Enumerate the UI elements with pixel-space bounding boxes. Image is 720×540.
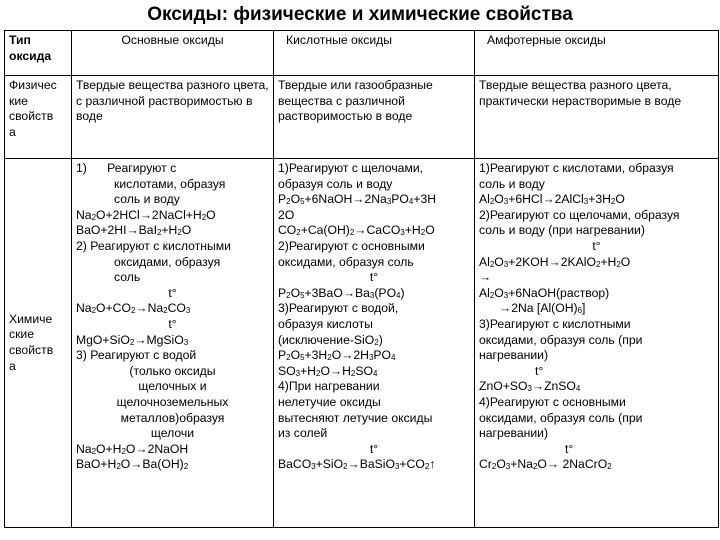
temperature-condition: t°	[168, 316, 177, 331]
chemical-basic-cell	[72, 159, 274, 528]
reaction-line: 2) Реагируют с кислотными	[76, 238, 231, 253]
reaction-line: 2)Реагируют с основными	[278, 238, 425, 253]
equation-line: $ZnO+SO_3\to ZnSO_4$	[479, 379, 581, 394]
equation-line: $BaO+2HI\to BaI_2+H_2O$	[76, 223, 192, 238]
reaction-line: 2)Реагируют со щелочами, образуя	[479, 207, 680, 222]
physical-properties-row	[5, 76, 719, 159]
equation-line: $Na_2O+H_2O\to 2NaOH$	[76, 441, 189, 456]
reaction-line: оксидами, образуя	[114, 254, 221, 269]
chemical-label-line: Химиче	[9, 311, 53, 326]
reaction-line: 4)При нагревании	[278, 379, 380, 394]
type-label-line-1: Тип	[9, 33, 31, 47]
equation-line: →2Na $[Al(OH)_6]$	[499, 301, 586, 316]
physical-label-line: свойств	[9, 109, 54, 124]
equation-line: $Na_2O+2HCl\to 2NaCl+H_2O$	[76, 207, 216, 222]
reaction-line: оксидами, образуя соль (при	[479, 332, 643, 347]
amphoteric-header-cell	[475, 31, 719, 76]
physical-acidic-cell: Твердые или газообразные вещества с различной растворимостью в воде	[274, 76, 475, 159]
equation-line: $SO_3+H_2O\to H_2SO_4$	[278, 363, 378, 378]
temperature-condition: t°	[369, 441, 379, 456]
physical-label-line: Физичес	[9, 78, 57, 92]
reaction-line: металлов)образуя	[120, 410, 225, 425]
basic-oxides-header: Основные оксиды	[121, 33, 224, 47]
reaction-line: соль и воду	[114, 192, 180, 207]
temperature-condition: t°	[565, 441, 574, 456]
physical-label-line: кие	[9, 93, 28, 108]
type-header-cell	[5, 31, 72, 76]
reaction-line: из солей	[278, 426, 328, 441]
reaction-line: оксидами, образуя соль	[278, 254, 414, 269]
equation-line: $P_2O_5+3H_2O\to 2H_3PO_4$	[278, 348, 396, 363]
acidic-oxides-header: Кислотные оксиды	[286, 33, 393, 47]
equation-line: 2O	[278, 207, 295, 222]
equation-line: $Al_2O_3+2KOH\to 2KAlO_2+H_2O$	[479, 254, 631, 269]
reaction-line: вытесняют летучие оксиды	[278, 410, 433, 425]
reaction-line: 1)Реагируют с щелочами,	[278, 161, 424, 175]
reaction-line: соль и воду (при нагревании)	[479, 223, 645, 238]
equation-line: $Na_2O+CO_2\to Na_2CO_3$	[76, 301, 191, 316]
physical-amphoteric-cell: Твердые вещества разного цвета, практически нерастворимые в воде	[475, 76, 719, 159]
chemical-row-label	[5, 159, 72, 528]
reaction-line: (исключение-SiO$_2$)	[278, 332, 383, 347]
temperature-condition: t°	[168, 285, 177, 300]
reaction-line: (только оксиды	[129, 363, 216, 378]
header-row	[5, 31, 719, 76]
reaction-line: 3) Реагируют с водой	[76, 348, 197, 363]
basic-header-cell	[72, 31, 274, 76]
chemical-label-line: ские	[9, 327, 35, 342]
reaction-line: образуя соль и воду	[278, 176, 393, 191]
temperature-condition: t°	[369, 270, 379, 285]
reaction-line: 4)Реагируют с основными	[479, 394, 626, 409]
chemical-properties-row	[5, 159, 719, 528]
reaction-line: 3)Реагируют с водой,	[278, 301, 399, 316]
reaction-line: оксидами, образуя соль (при	[479, 410, 643, 425]
reaction-line: нелетучие оксиды	[278, 394, 381, 409]
chemical-label-line: свойств	[9, 343, 54, 357]
chemical-amphoteric-cell	[475, 159, 719, 528]
chemical-acidic-cell	[274, 159, 475, 528]
reaction-line: 1) Реагируют с	[76, 161, 177, 175]
reaction-line: щелочноземельных	[116, 394, 229, 409]
equation-line: $P_2O_5+6NaOH\to 2Na_3PO_4+3H$	[278, 192, 437, 207]
equation-line: $Cr_2O_3+Na_2O\to$ 2NaCrO$_2$	[479, 457, 612, 472]
equation-line: $CO_2+Ca(OH)_2\to CaCO_3+H_2O$	[278, 223, 435, 238]
reaction-line: соль	[114, 270, 141, 285]
equation-line: $BaO+H_2O\to Ba(OH)_2$	[76, 457, 189, 472]
arrow-line: →	[479, 270, 492, 285]
temperature-condition: t°	[535, 363, 544, 378]
chemical-label-line: а	[9, 358, 16, 373]
equation-line: MgO+SiO$_2$→MgSiO$_3$	[76, 332, 189, 347]
physical-label-line: а	[9, 124, 16, 139]
equation-line: $BaCO_3+SiO_2\to BaSiO_3+CO_2↑$	[278, 457, 436, 472]
reaction-line: образуя кислоты	[278, 316, 373, 331]
equation-line: $Al_2O_3+6NaOH(раствор)$	[479, 285, 610, 300]
physical-basic-cell: Твердые вещества разного цвета, с различной растворимостью в воде	[72, 76, 274, 159]
oxides-table	[4, 30, 719, 528]
reaction-line: нагревании)	[479, 426, 549, 441]
reaction-line: соль и воду	[479, 176, 545, 191]
acidic-header-cell	[274, 31, 475, 76]
page-title: Оксиды: физические и химические свойства	[147, 4, 573, 25]
equation-line: $Al_2O_3+6HCl\to 2AlCl_3+3H_2O$	[479, 192, 625, 207]
physical-row-label	[5, 76, 72, 159]
reaction-line: 3)Реагируют с кислотными	[479, 316, 631, 331]
reaction-line: щелочи	[150, 426, 195, 441]
amphoteric-oxides-header: Амфотерные оксиды	[487, 33, 606, 47]
temperature-condition: t°	[592, 238, 601, 253]
equation-line: $P_2O_5+3BaO\to Ba_3(PO_4)$	[278, 285, 405, 300]
reaction-line: 1)Реагируют с кислотами, образуя	[479, 161, 674, 175]
reaction-line: кислотами, образуя	[114, 176, 226, 191]
reaction-line: нагревании)	[479, 348, 549, 363]
type-label-line-2: оксида	[9, 48, 52, 63]
reaction-line: щелочных и	[138, 379, 207, 394]
